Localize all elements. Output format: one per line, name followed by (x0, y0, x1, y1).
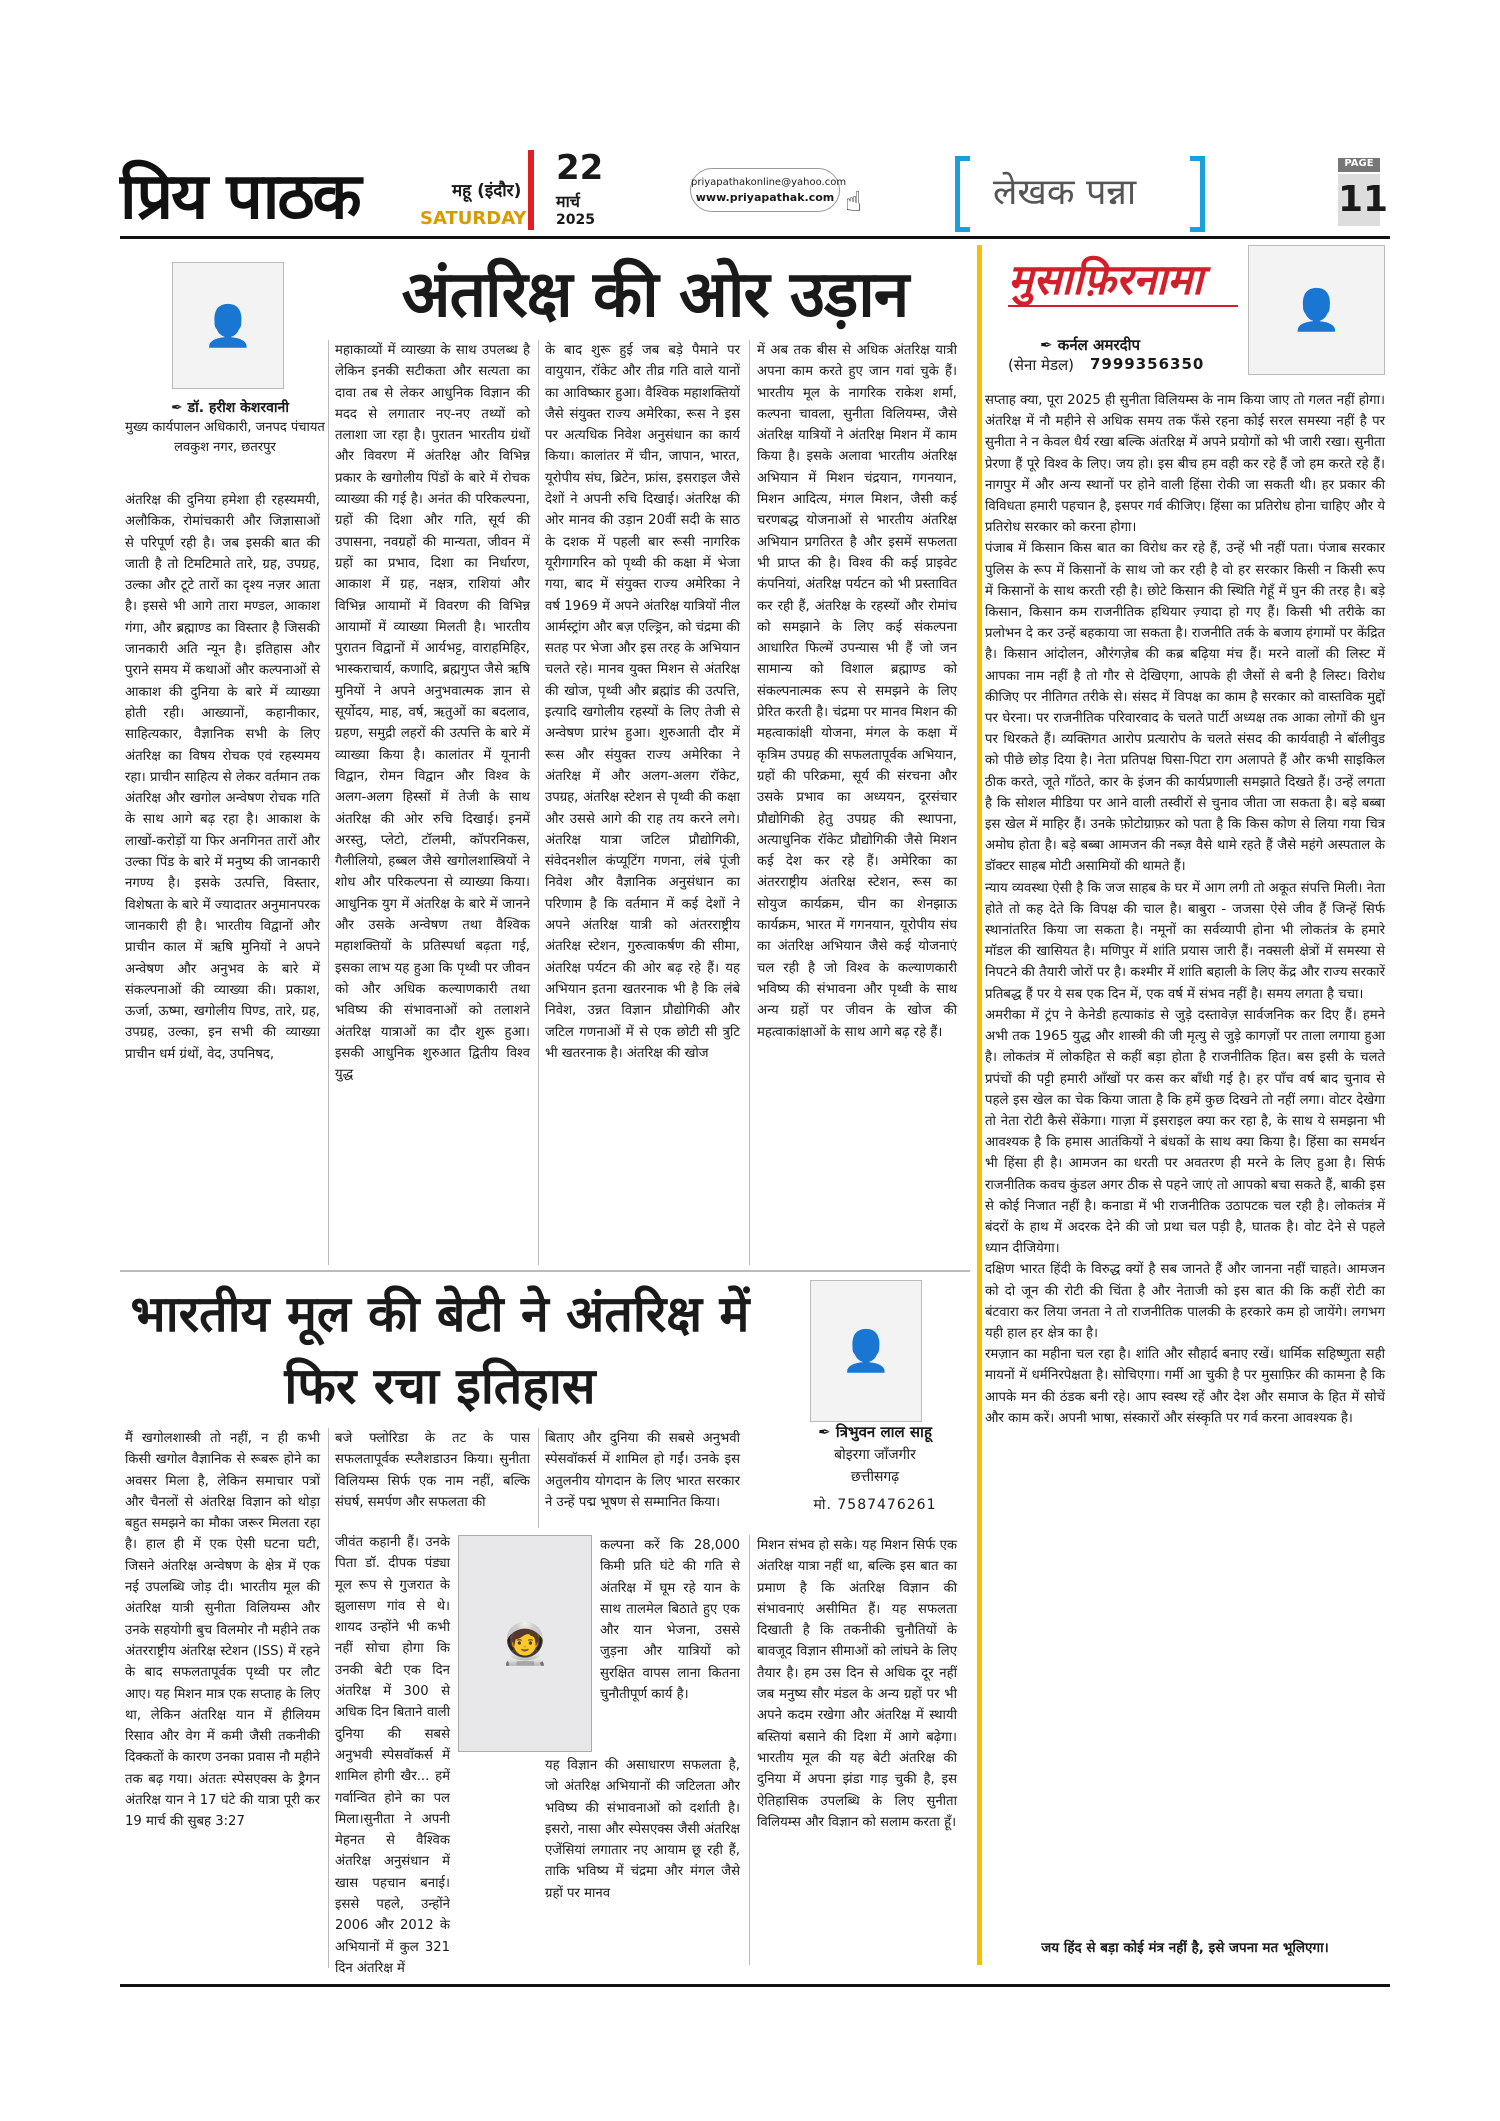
date-divider (528, 150, 534, 230)
page-number: 11 (1338, 174, 1380, 226)
author-place: बोइरगा जाँजगीर (834, 1447, 916, 1463)
pointer-hand-icon: ☝ (845, 185, 863, 218)
article-column: यह विज्ञान की असाधारण सफलता है, जो अंतरिक्ष अभियानों की जटिलता और भविष्य की संभावनाओं को दर्शाती है। इसरो, नासा और स्पेसएक्स जैसी अंतरिक्ष एजेंसियां लगातार नए आयाम छू रही हैं, ताकि भविष्य में चंद्रमा और मंगल जैसे ग्रहों पर मानव (545, 1758, 740, 1901)
paragraph: पंजाब में किसान किस बात का विरोध कर रहे हैं, उन्हें भी नहीं पता। पंजाब सरकार पुलिस के रूप में किसानों के साथ जो कर रही है वो हर सरकार किसी न किसी रूप में किसानों के साथ करती रही है। छोटे किसान की स्थिति गेहूँ में घुन की तरह है। बड़े किसान, किसान कम राजनीतिक हथियार ज़्यादा हो गए हैं। किसी भी तरीके का प्रलोभन दे कर उन्हें बहकाया जा सकता है। राजनीति तर्क के बजाय हंगामों पर केंद्रित है। किसान आंदोलन, औरंगज़ेब की कब्र बढ़िया मंच हैं। मरने वालों की लिस्ट में आपका नाम नहीं है तो गौर से देखिएगा, आपके ही जैसों से बनी है लिस्ट। विरोध कीजिए पर नीतिगत तरीके से। संसद में विपक्ष का काम है सरकार को वास्तविक मुद्दों पर घेरना। पर राजनीतिक परिवारवाद के चलते पार्टी अध्यक्ष तक आका लोगों की धुन पर थिरकते हैं। व्यक्तिगत आरोप प्रत्यारोप के चलते संसद की कार्यवाही ने बॉलीवुड को पीछे छोड़ दिया है। नेता प्रतिपक्ष घिसा-पिटा राग अलापते हैं और कभी साइकिल ठीक करते, जूते गाँठते, कार के इंजन की कार्यप्रणाली समझाते दिखते हैं। उन्हें लगता है कि सोशल मीडिया पर आने वाली तस्वीरों से चुनाव जीता जा सकता है। बड़े बब्बा इस खेल में माहिर हैं। उनके फ़ोटोग्राफ़र को पता है कि किस कोण से लिया गया चित्र अमोघ होता है। बड़े बब्बा आमजन की नब्ज़ वैसे थामे रहते हैं जैसे महंगे अस्पताल के डॉक्टर साहब मोटी असामियों की थामते हैं। (985, 541, 1385, 875)
paragraph: अमरीका में ट्रंप ने केनेडी हत्याकांड से जुड़े दस्तावेज़ सार्वजनिक कर दिए हैं। हमने अभी तक 1965 युद्ध और शास्त्री की जी मृत्यु से जुड़े कागज़ों पर ताला लगाया हुआ है। लोकतंत्र में लोकहित से कहीं बड़ा होता है राजनीतिक हित। बस इसी के चलते प्रपंचों की पट्टी हमारी आँखों पर कस कर बाँधी गई है। हर पाँच वर्ष बाद चुनाव से पहले इस खेल का चेक किया जाता है कि हमें कुछ दिखने तो नहीं लगा। वोटर देखेगा तो नेता रोटी कैसे सेंकेगा। गाज़ा में इसराइल क्या कर रहा है, के साथ ये समझना भी आवश्यक है कि हमास आतंकियों ने बंधकों के साथ क्या किया है। हिंसा का समर्थन भी हिंसा ही है। आमजन का धरती पर अवतरण ही मरने के लिए हुआ है। सिर्फ राजनीतिक कवच कुंडल अगर ठीक से पहने जाएं तो आपको बचा सकते हैं, बाकी इस से कोई निजात नहीं है। कनाडा में भी राजनीतिक उठापटक चल रही है। लोकतंत्र में बंदरों के हाथ में अदरक देने की जो प्रथा चल पड़ी है, घातक है। वोट देने से पहले ध्यान दीजियेगा। (985, 1007, 1385, 1257)
columnist-name: ✒ कर्नल अमरदीप (1040, 336, 1140, 354)
email-link[interactable]: priyapathakonline@yahoo.com (691, 177, 847, 188)
pen-icon: ✒ (818, 1423, 836, 1441)
article-column: महाकाव्यों में व्याख्या के साथ उपलब्ध है लेकिन इनकी सटीकता और सत्यता का दावा तब से लेकर आधुनिक विज्ञान की मदद से लगातार नए-नए तथ्यों को तलाशा जा रहा है। पुरातन भारतीय ग्रंथों और विवरण में अंतरिक्ष और विभिन्न प्रकार के खगोलीय पिंडों के बारे में रोचक व्याख्या की गई है। अनंत की परिकल्पना, ग्रहों की दिशा और गति, सूर्य की उपासना, नवग्रहों की मान्यता, जीवन में ग्रहों का प्रभाव, दिशा का निर्धारण, आकाश में ग्रह, नक्षत्र, राशियां और विभिन्न आयामों में विवरण की विभिन्न आयामों में व्याख्या मिलती है। भारतीय पुरातन विद्वानों में आर्यभट्ट, वाराहमिहिर, भास्कराचार्य, कणादि, ब्रह्मगुप्त जैसे ऋषि मुनियों ने अपने अनुभवात्मक ज्ञान से सूर्योदय, माह, वर्ष, ऋतुओं का बदलाव, ग्रहण, समुद्री लहरों की उत्पत्ति के बारे में व्याख्या किया है। कालांतर में यूनानी विद्वान, रोमन विद्वान और विश्व के अलग-अलग हिस्सों में तेजी के साथ अंतरिक्ष की ओर रुचि दिखाई। इनमें अरस्तु, प्लेटो, टॉलमी, कॉपरनिकस, गैलीलियो, हब्बल जैसे खगोलशास्त्रियों ने शोध और परिकल्पना से व्याख्या किया। आधुनिक युग में अंतरिक्ष के बारे में जानने और उसके अन्वेषण तथा वैश्विक महाशक्तियों के प्रतिस्पर्धा बढ़ता गई, इसका लाभ यह हुआ कि पृथ्वी पर जीवन को और अधिक कल्याणकारी तथा भविष्य की संभावनाओं को तलाशने अंतरिक्ष यात्राओं का दौर शुरू हुआ। इसकी आधुनिक शुरुआत द्वितीय विश्व युद्ध (335, 343, 530, 1083)
article-column: मैं खगोलशास्त्री तो नहीं, न ही कभी किसी खगोल वैज्ञानिक से रूबरू होने का अवसर मिला है, लेकिन समाचार पत्रों और चैनलों से अंतरिक्ष विज्ञान को थोड़ा बहुत समझने का मौका जरूर मिलता रहा है। हाल ही में एक ऐसी घटना घटी, जिसने अंतरिक्ष अन्वेषण के क्षेत्र में एक नई उपलब्धि जोड़ दी। भारतीय मूल की अंतरिक्ष यात्री सुनीता विलियम्स और उनके सहयोगी बुच विलमोर नौ महीने तक अंतरराष्ट्रीय अंतरिक्ष स्टेशन (ISS) में रहने के बाद सफलतापूर्वक पृथ्वी पर लौट आए। यह मिशन मात्र एक सप्ताह के लिए था, लेकिन अंतरिक्ष यान में हीलियम रिसाव और वेग में कमी जैसी तकनीकी दिक्कतों के कारण उनका प्रवास नौ महीने तक बढ़ गया। अंततः स्पेसएक्स के ड्रैगन अंतरिक्ष यान ने 17 घंटे की यात्रा पूरी कर 19 मार्च की सुबह 3:27 (125, 1431, 320, 1830)
author-name: ✒ डॉ. हरीश केशरवानी (171, 400, 289, 416)
section-title: लेखक पन्ना (993, 172, 1137, 213)
date-year: 2025 (556, 212, 595, 228)
paragraph: रमज़ान का महीना चल रहा है। शांति और सौहार्द बनाए रखें। धार्मिक सहिष्णुता सही मायनों में धर्मनिरपेक्षता है। सोचिएगा। गर्मी आ चुकी है पर मुसाफ़िर की कामना है कि आपके मन की ठंडक बनी रहे। आप स्वस्थ रहें और देश और समाज के हित में सोचें और काम करें। अपनी भाषा, संस्कारों और संस्कृति पर गर्व करना आवश्यक है। (985, 1347, 1385, 1426)
article-column: के बाद शुरू हुई जब बड़े पैमाने पर वायुयान, रॉकेट और तीव्र गति वाले यानों का आविष्कार हुआ। वैश्विक महाशक्तियों जैसे संयुक्त राज्य अमेरिका, रूस ने इस पर अत्यधिक निवेश अनुसंधान का कार्य किया। कालांतर में चीन, जापान, भारत, यूरोपीय संघ, ब्रिटेन, फ्रांस, इसराइल जैसे देशों ने अपनी रुचि दिखाई। अंतरिक्ष की ओर मानव की उड़ान 20वीं सदी के साठ के दशक में पहली बार रूसी नागरिक यूरीगागरिन को पृथ्वी की कक्षा में भेजा गया, बाद में संयुक्त राज्य अमेरिका ने वर्ष 1969 में अपने अंतरिक्ष यात्रियों नील आर्मस्ट्रांग और बज़ एल्ड्रिन, को चंद्रमा की सतह पर भेजा और इस तरह के अभियान चलते रहे। मानव युक्त मिशन से अंतरिक्ष की खोज, पृथ्वी और ब्रह्मांड की उत्पत्ति, इत्यादि खगोलीय रहस्यों के लिए तेजी से अन्वेषण प्रारंभ हुआ। शुरुआती दौर में रूस और संयुक्त राज्य अमेरिका ने अंतरिक्ष में और अलग-अलग रॉकेट, उपग्रह, अंतरिक्ष स्टेशन से पृथ्वी की कक्षा और उससे आगे की राह तय करने लगे। अंतरिक्ष यात्रा जटिल प्रौद्योगिकी, संवेदनशील कंप्यूटिंग गणना, लंबे पूंजी निवेश और वैज्ञानिक अनुसंधान का परिणाम है कि वर्तमान में कई देशों ने अपने अंतरिक्ष यात्री को अंतरराष्ट्रीय अंतरिक्ष स्टेशन, गुरुत्वाकर्षण की सीमा, अंतरिक्ष पर्यटन की ओर बढ़ रहे हैं। यह अभियान इतना खतरनाक भी है कि लंबे निवेश, उन्नत विज्ञान प्रौद्योगिकी और जटिल गणनाओं में से एक छोटी सी त्रुटि भी खतरनाक है। अंतरिक्ष की खोज (545, 343, 740, 1061)
paragraph: न्याय व्यवस्था ऐसी है कि जज साहब के घर में आग लगी तो अकूत संपत्ति मिली। नेता होते तो कह देते कि विपक्ष की चाल है। बाबुरा - जजसा ऐसे जीव हैं जिन्हें सिर्फ स्थानांतरित किया जा सकता है। नमूनों का सर्वव्यापी होना भी लोकतंत्र के हमारे मॉडल की खासियत है। मणिपुर में शांति प्रयास जारी हैं। नक्सली क्षेत्रों में समस्या से निपटने की तैयारी जोरों पर है। कश्मीर में शांति बहाली के लिए केंद्र और राज्य सरकारें प्रतिबद्ध हैं पर ये सब एक दिन में, एक वर्ष में संभव नहीं है। समय लगता है चचा। (985, 880, 1385, 1002)
author-phone: मो. 7587476261 (813, 1497, 937, 1513)
headline: अंतरिक्ष की ओर उड़ान (401, 257, 909, 332)
column-logo: मुसाफ़िरनामा (1008, 255, 1204, 304)
logo-underline (1008, 305, 1238, 307)
columnist-rank: (सेना मेडल) (1008, 356, 1074, 374)
author-photo: 👤 (810, 1280, 922, 1422)
website-link[interactable]: www.priyapathak.com (695, 191, 835, 204)
author-photo: 👤 (172, 262, 284, 389)
author-designation: मुख्य कार्यपालन अधिकारी, जनपद पंचायत लवकुश नगर, छतरपुर (125, 420, 325, 455)
column-separator (977, 245, 982, 1965)
bracket-left-icon (955, 156, 970, 232)
column-divider (328, 1428, 329, 1968)
pen-icon: ✒ (1040, 336, 1058, 354)
date-month: मार्च (556, 192, 580, 211)
footer-rule (120, 1984, 1390, 1987)
column-divider (538, 1428, 539, 1528)
headline: भारतीय मूल की बेटी ने अंतरिक्ष में फिर रचा इतिहास (130, 1284, 750, 1415)
article-column: मिशन संभव हो सके। यह मिशन सिर्फ एक अंतरिक्ष यात्रा नहीं था, बल्कि इस बात का प्रमाण है कि अंतरिक्ष विज्ञान की संभावनाएं असीमित हैं। यह सफलता दिखाती है कि तकनीकी चुनौतियों के बावजूद विज्ञान सीमाओं को लांघने के लिए तैयार है। हम उस दिन से अधिक दूर नहीं जब मनुष्य सौर मंडल के अन्य ग्रहों पर भी अपने कदम रखेगा और अंतरिक्ष में स्थायी बस्तियां बसाने की दिशा में आगे बढ़ेगा।भारतीय मूल की यह बेटी अंतरिक्ष की दुनिया में अपना झंडा गाड़ चुकी है, इस ऐतिहासिक उपलब्धि के लिए सुनीता विलियम्स और विज्ञान को सलाम करता हूँ। (757, 1538, 957, 1830)
brand-logo: प्रिय पाठक (120, 159, 360, 234)
weekday-label: SATURDAY (420, 208, 527, 229)
article-column: जीवंत कहानी हैं। उनके पिता डॉ. दीपक पंड्या मूल रूप से गुजरात के झुलासण गांव से थे। शायद उन्होंने भी कभी नहीं सोचा होगा कि उनकी बेटी एक दिन अंतरिक्ष में 300 से अधिक दिन बिताने वाली दुनिया की सबसे अनुभवी स्पेसवॉकर्स में शामिल होगी खैर... हमें गर्वान्वित होने का पल मिला।सुनीता ने अपनी मेहनत से वैश्विक अंतरिक्ष अनुसंधान में खास पहचान बनाई। इससे पहले, उन्होंने 2006 और 2012 के अभियानों में कुल 321 दिन अंतरिक्ष में (335, 1535, 450, 1976)
column-divider (749, 1535, 750, 1965)
paragraph: दक्षिण भारत हिंदी के विरुद्ध क्यों है सब जानते हैं और जानना नहीं चाहते। आमजन को दो जून की रोटी की चिंता है और नेताजी को इस बात की कि कहीं रोटी का बंटवारा कर लिया जनता ने तो राजनीतिक पालकी के हरकारे कम हो जायेंगे। लगभग यही हाल हर क्षेत्र का है। (985, 1262, 1385, 1341)
article-column: अंतरिक्ष की दुनिया हमेशा ही रहस्यमयी, अलौकिक, रोमांचकारी और जिज्ञासाओं से परिपूर्ण रही है। जब इसकी बात की जाती है तो टिमटिमाते तारे, ग्रह, उपग्रह, उल्का और टूटे तारों का दृश्य नज़र आता है। इससे भी आगे तारा मण्डल, आकाश गंगा, और ब्रह्माण्ड का विस्तार है जिसकी जानकारी अति न्यून है। इतिहास और पुराने समय में कथाओं और कल्पनाओं से आकाश की दुनिया के बारे में व्याख्या होती रही। आख्यानों, कहानीकार, साहित्यकार, वैज्ञानिक सभी के लिए अंतरिक्ष का विषय रोचक एवं रहस्यमय रहा। प्राचीन साहित्य से लेकर वर्तमान तक अंतरिक्ष और खगोल अन्वेषण रोचक गति के साथ आगे बढ़ रहा है। आकाश के लाखों-करोड़ों या फिर अनगिनत तारों और उल्का पिंड के बारे में मनुष्य की जानकारी नगण्य है। इसके उत्पत्ति, विस्तार, विशेषता के बारे में ज्यादातर अनुमानपरक जानकारी ही है। भारतीय विद्वानों और प्राचीन काल में ऋषि मुनियों ने अपने अन्वेषण और अनुभव के बारे में संकल्पनाओं की व्याख्या की। प्रकाश, ऊर्जा, ऊष्मा, खगोलीय पिण्ड, तारे, ग्रह, उपग्रह, उल्का, इन सभी की व्याख्या प्राचीन धर्म ग्रंथों, वेद, उपनिषद, (125, 493, 320, 1062)
article-column: बिताए और दुनिया की सबसे अनुभवी स्पेसवॉकर्स में शामिल हो गईं। उनके इस अतुलनीय योगदान के लिए भारत सरकार ने उन्हें पद्म भूषण से सम्मानित किया। (545, 1431, 740, 1510)
city-label: महू (इंदौर) (452, 181, 522, 201)
columnist-photo: 👤 (1248, 245, 1385, 375)
paragraph: सप्ताह क्या, पूरा 2025 ही सुनीता विलियम्स के नाम किया जाए तो गलत नहीं होगा। अंतरिक्ष में नौ महीने से अधिक समय तक फँसे रहना कोई सरल समस्या नहीं है पर सुनीता ने न केवल धैर्य रखा बल्कि अंतरिक्ष में अपने प्रयोगों को भी जारी रखा। सुनीता प्रेरणा हैं पूरे विश्व के लिए। जय हो। इस बीच हम वही कर रहे हैं जो हम करते रहे हैं। नागपुर में और अन्य स्थानों पर होने वाली हिंसा रोकी जा सकती थी। हर प्रकार की विविधता हमारी पहचान है, इसपर गर्व कीजिए। हिंसा का प्रतिरोध होना चाहिए और ये प्रतिरोध सरकार को करना होगा। (985, 393, 1385, 536)
author-name: ✒ त्रिभुवन लाल साहू (818, 1423, 932, 1441)
columnist-phone: 7999356350 (1090, 355, 1205, 373)
article-column: कल्पना करें कि 28,000 किमी प्रति घंटे की गति से अंतरिक्ष में घूम रहे यान के साथ तालमेल बिठाते हुए एक और यान भेजना, उससे जुड़ना और यात्रियों को सुरक्षित वापस लाना कितना चुनौतीपूर्ण कार्य है। (600, 1538, 740, 1703)
article-column: बजे फ्लोरिडा के तट के पास सफलतापूर्वक स्प्लैशडाउन किया। सुनीता विलियम्स सिर्फ एक नाम नहीं, बल्कि संघर्ष, समर्पण और सफलता की (335, 1431, 530, 1510)
author-state: छत्तीसगढ़ (850, 1469, 900, 1485)
column-divider (749, 340, 750, 1265)
article-column: में अब तक बीस से अधिक अंतरिक्ष यात्री अपना काम करते हुए जान गवां चुके हैं। भारतीय मूल के नागरिक राकेश शर्मा, कल्पना चावला, सुनीता विलियम्स, जैसे अंतरिक्ष यात्रियों ने अंतरिक्ष मिशन में काम किया है। इसके अलावा भारतीय अंतरिक्ष अभियान में मिशन चंद्रयान, गगनयान, मिशन आदित्य, मंगल मिशन, जैसी कई चरणबद्ध योजनाओं से भारतीय अंतरिक्ष अभियान प्रगतिरत है और इसमें सफलता भी प्राप्त की है। विश्व की कई प्राइवेट कंपनियां, अंतरिक्ष पर्यटन को भी प्रस्तावित कर रही हैं, अंतरिक्ष के रहस्यों और रोमांच को समझाने के लिए कई संकल्पना आधारित फिल्में उपन्यास भी हैं जो जन सामान्य को विशाल ब्रह्माण्ड को संकल्पनात्मक रूप से समझने के लिए प्रेरित करती है। चंद्रमा पर मानव मिशन की महत्वाकांक्षी योजना, मंगल के कक्षा में कृत्रिम उपग्रह की सफलतापूर्वक अभियान, ग्रहों की परिक्रमा, सूर्य की संरचना और उसके प्रभाव का अध्ययन, दूरसंचार प्रौद्योगिकी हेतु उपग्रह की स्थापना, अत्याधुनिक रॉकेट प्रौद्योगिकी जैसे मिशन कई देश कर रहे हैं। अमेरिका का अंतरराष्ट्रीय अंतरिक्ष स्टेशन, रूस का सोयुज कार्यक्रम, चीन का शेनझाऊ कार्यक्रम, भारत में गगनयान, यूरोपीय संघ का अंतरिक्ष अभियान जैसे कई योजनाएं चल रही है जो विश्व के कल्याणकारी भविष्य की संभावना और पृथ्वी के साथ अन्य ग्रहों पर जीवन के खोज की महत्वाकांक्षाओं के साथ आगे बढ़ रहे हैं। (757, 343, 957, 1040)
column-footer: जय हिंद से बड़ा कोई मंत्र नहीं है, इसे जपना मत भूलिएगा। (1041, 1940, 1329, 1956)
pen-icon: ✒ (171, 400, 188, 416)
section-rule (120, 1270, 970, 1272)
column-body (985, 390, 1385, 1930)
column-divider (328, 340, 329, 1265)
page-label: PAGE (1338, 158, 1380, 172)
date-day: 22 (556, 148, 604, 188)
contact-box (690, 168, 847, 212)
astronaut-photo: 🧑‍🚀 (458, 1535, 592, 1752)
section-header (955, 156, 1205, 222)
column-divider (538, 340, 539, 1265)
bracket-right-icon (1190, 156, 1205, 232)
masthead-rule (120, 236, 1390, 239)
